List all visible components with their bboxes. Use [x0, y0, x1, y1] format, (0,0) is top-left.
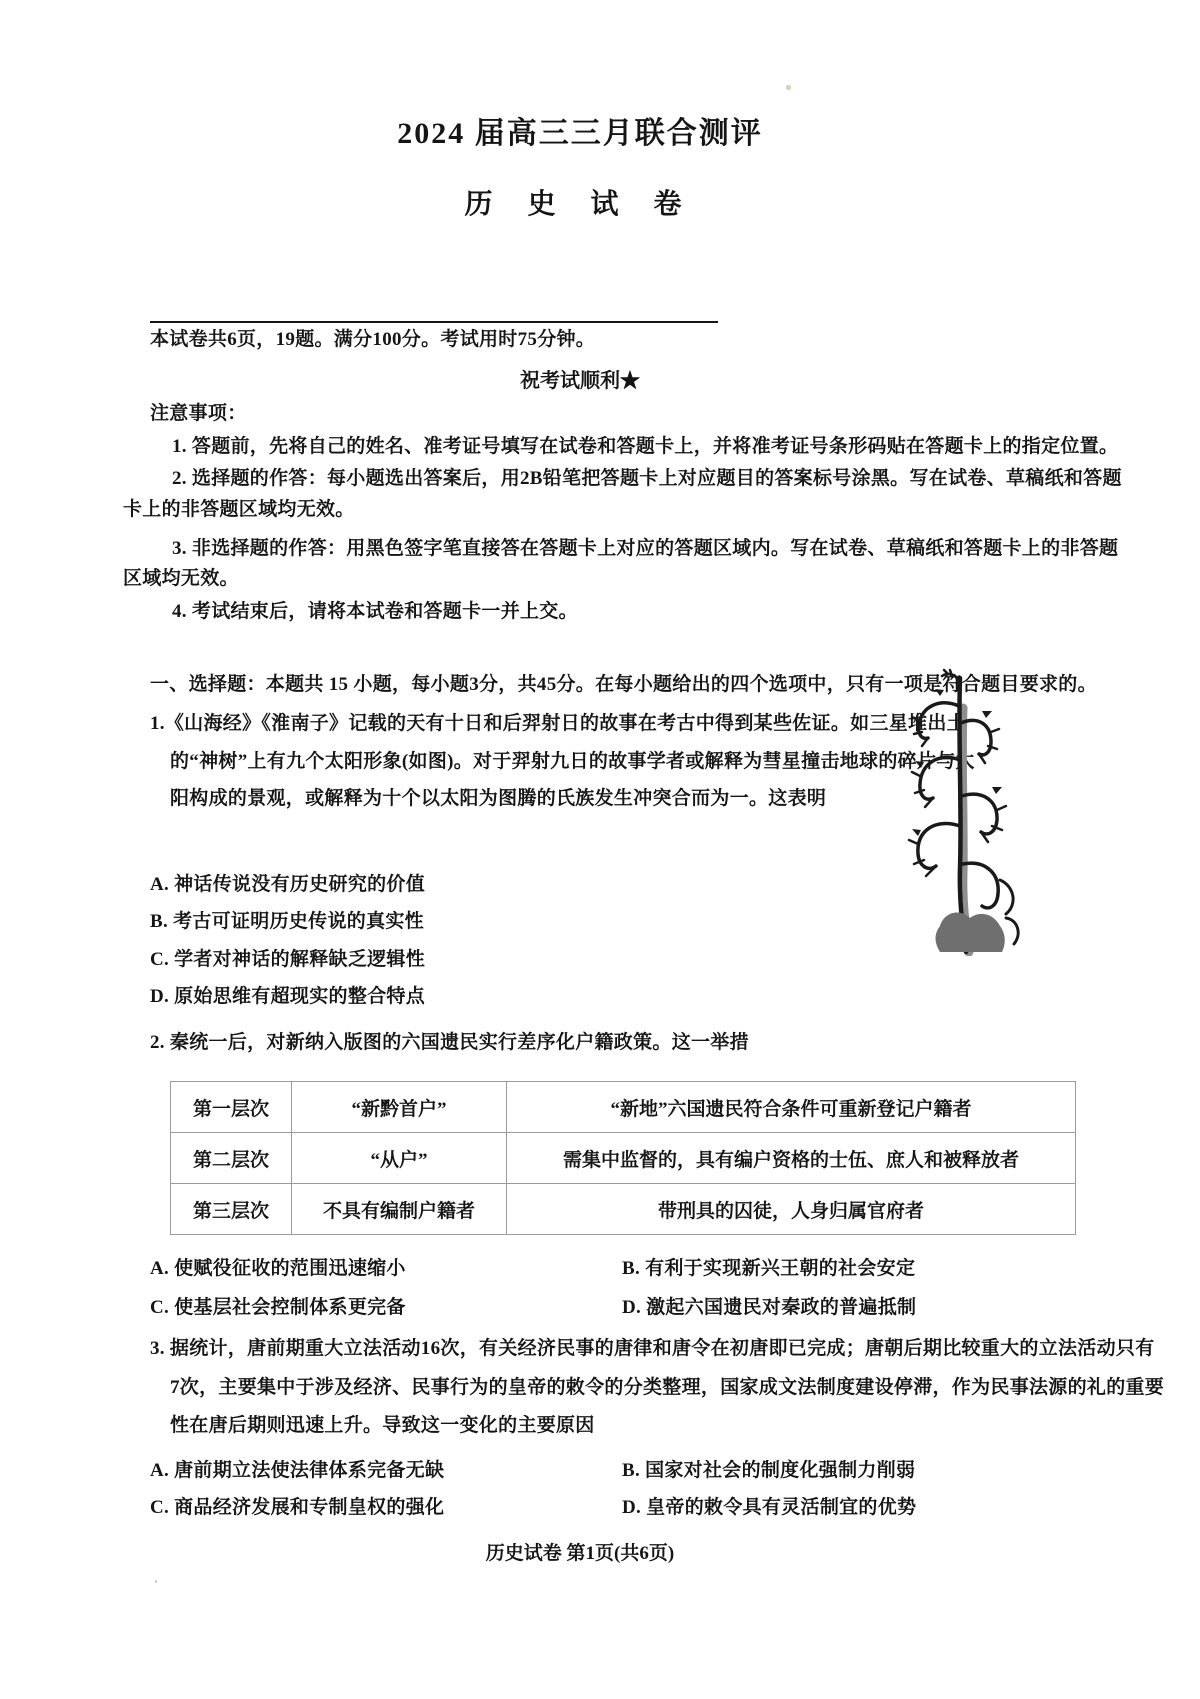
q1-option-c: C. 学者对神话的解释缺乏逻辑性 [150, 949, 426, 970]
table-row [171, 1184, 1076, 1235]
table-cell: “从户” [292, 1133, 507, 1184]
q1-option-a: A. 神话传说没有历史研究的价值 [150, 874, 426, 895]
q1-line-1: 1.《山海经》《淮南子》记载的天有十日和后羿射日的故事在考古中得到某些佐证。如三星堆出土 [150, 713, 966, 734]
q3-option-a: A. 唐前期立法使法律体系完备无缺 [150, 1460, 445, 1481]
q3-line-3: 性在唐后期则迅速上升。导致这一变化的主要原因 [170, 1415, 595, 1436]
q2-stem: 2. 秦统一后，对新纳入版图的六国遗民实行差序化户籍政策。这一举措 [150, 1032, 749, 1053]
notice-line-3: 3. 非选择题的作答：用黑色签字笔直接答在答题卡上对应的答题区域内。写在试卷、草稿纸和答题卡上的非答题 [172, 538, 1119, 559]
page-footer: 历史试卷 第1页(共6页) [485, 1543, 675, 1564]
q1-line-3: 阳构成的景观，或解释为十个以太阳为图腾的氏族发生冲突合而为一。这表明 [170, 788, 827, 809]
q3-option-d: D. 皇帝的敕令具有灵活制宜的优势 [622, 1497, 917, 1518]
q1-option-b: B. 考古可证明历史传说的真实性 [150, 911, 424, 932]
table-cell: 需集中监督的，具有编户资格的士伍、庶人和被释放者 [507, 1133, 1076, 1184]
q2-option-d: D. 激起六国遗民对秦政的普遍抵制 [622, 1297, 917, 1318]
table-cell: 带刑具的囚徒，人身归属官府者 [507, 1184, 1076, 1235]
scan-speck-top [786, 85, 791, 90]
table-cell: 第三层次 [171, 1184, 292, 1235]
table-cell: 第一层次 [171, 1082, 292, 1133]
q2-option-b: B. 有利于实现新兴王朝的社会安定 [622, 1258, 916, 1279]
subject-title: 历 史 试 卷 [464, 189, 696, 220]
q2-option-c: C. 使基层社会控制体系更完备 [150, 1297, 406, 1318]
notice-line-2-wrap: 卡上的非答题区域均无效。 [123, 499, 355, 520]
notice-line-2: 2. 选择题的作答：每小题选出答案后，用2B铅笔把答题卡上对应题目的答案标号涂黑。写在试卷、草稿纸和答题 [172, 468, 1122, 489]
q3-option-b: B. 国家对社会的制度化强制力削弱 [622, 1460, 916, 1481]
tree-drawing-icon [888, 668, 1028, 956]
sanxingdui-tree-figure [888, 668, 1028, 961]
exam-info: 本试卷共6页，19题。满分100分。考试用时75分钟。 [150, 329, 596, 350]
table-cell: 不具有编制户籍者 [292, 1184, 507, 1235]
q1-option-d: D. 原始思维有超现实的整合特点 [150, 986, 426, 1007]
q3-line-2: 7次，主要集中于涉及经济、民事行为的皇帝的敕令的分类整理，国家成文法制度建设停滞，作为民事法源的礼的重要 [170, 1377, 1165, 1398]
exam-title: 2024 届高三三月联合测评 [397, 117, 763, 150]
section-header: 一、选择题：本题共 15 小题，每小题3分，共45分。在每小题给出的四个选项中，只有一项是符合题目要求的。 [150, 674, 1097, 695]
q2-option-a: A. 使赋役征收的范围迅速缩小 [150, 1258, 406, 1279]
scan-speck-bottom [155, 1580, 157, 1583]
q3-line-1: 3. 据统计，唐前期重大立法活动16次，有关经济民事的唐律和唐令在初唐即已完成；唐朝后期比较重大的立法活动只有 [150, 1338, 1155, 1359]
header-rule [150, 321, 718, 323]
blessing-line: 祝考试顺利★ [520, 370, 640, 392]
notice-line-4: 4. 考试结束后，请将本试卷和答题卡一并上交。 [172, 601, 578, 622]
table-row [171, 1133, 1076, 1184]
q3-option-c: C. 商品经济发展和专制皇权的强化 [150, 1497, 445, 1518]
q2-tier-table [170, 1081, 1076, 1235]
table-row [171, 1082, 1076, 1133]
notice-heading: 注意事项： [150, 403, 247, 424]
table-cell: “新黔首户” [292, 1082, 507, 1133]
table-cell: “新地”六国遗民符合条件可重新登记户籍者 [507, 1082, 1076, 1133]
notice-line-1: 1. 答题前，先将自己的姓名、准考证号填写在试卷和答题卡上，并将准考证号条形码贴在答题卡上的指定位置。 [172, 436, 1119, 457]
table-cell: 第二层次 [171, 1133, 292, 1184]
notice-line-3-wrap: 区域均无效。 [123, 568, 239, 589]
q1-line-2: 的“神树”上有九个太阳形象(如图)。对于羿射九日的故事学者或解释为彗星撞击地球的碎片与太 [170, 751, 975, 772]
